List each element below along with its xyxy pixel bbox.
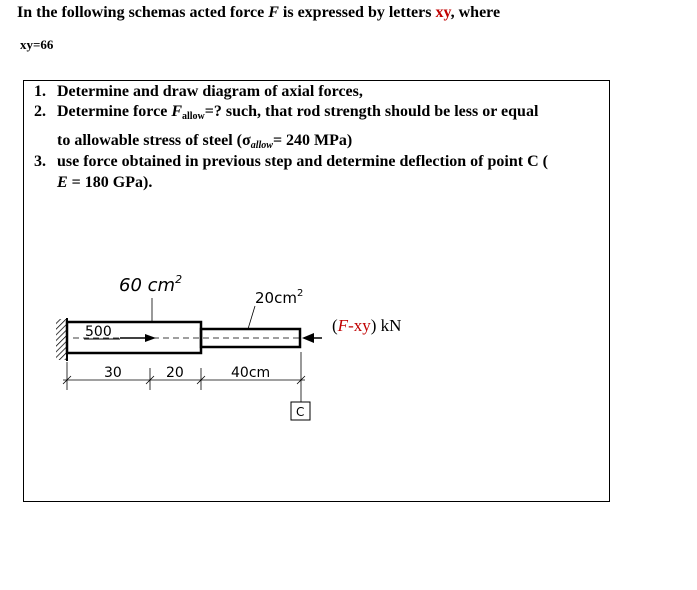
sigma-symbol: σ — [242, 132, 251, 149]
intro-text-after: , where — [450, 4, 501, 21]
dimension-label-20: 20 — [166, 365, 184, 381]
force-500-label: 500 — [85, 324, 112, 340]
modulus-symbol: E — [57, 174, 68, 191]
task-3-text: use force obtained in previous step and determine deflection of point C ( — [57, 153, 548, 170]
task-2-text-after: =? such, that rod strength should be less or equal — [204, 103, 539, 120]
dimension-label-30: 30 — [104, 365, 122, 381]
task-2-line-2-after: = 240 MPa) — [272, 132, 353, 149]
area-right-leader — [248, 306, 255, 329]
sigma-subscript: allow — [250, 140, 273, 151]
task-2-line-2-before: to allowable stress of steel ( — [57, 132, 242, 149]
force-arrow-right-head — [302, 333, 314, 343]
force-allow-subscript: allow — [181, 111, 205, 122]
task-3-line-2-after: = 180 GPa). — [67, 174, 153, 191]
task-number-1: 1. — [34, 83, 46, 100]
task-number-3: 3. — [34, 153, 46, 170]
intro-text-middle: is expressed by letters — [278, 4, 436, 21]
force-right-label: (F-xy) kN — [332, 316, 402, 335]
task-2-text-before: Determine force — [57, 103, 172, 120]
task-number-2: 2. — [34, 103, 46, 120]
task-1-text: Determine and draw diagram of axial forces, — [57, 83, 363, 100]
force-symbol: F — [268, 4, 279, 21]
force-arrow-500-head — [145, 334, 156, 342]
intro-text-before: In the following schemas acted force — [17, 4, 269, 21]
force-allow-symbol: F — [171, 103, 182, 120]
dimension-label-40cm: 40cm — [231, 365, 271, 381]
letters-xy: xy — [435, 4, 451, 21]
area-left-label: 60 $cm^2$ — [119, 273, 183, 296]
point-c-label: C — [296, 405, 305, 419]
xy-value: xy=66 — [20, 37, 54, 52]
area-right-label: $20cm^2$ — [255, 288, 304, 307]
fixed-wall-hatch — [56, 319, 67, 360]
